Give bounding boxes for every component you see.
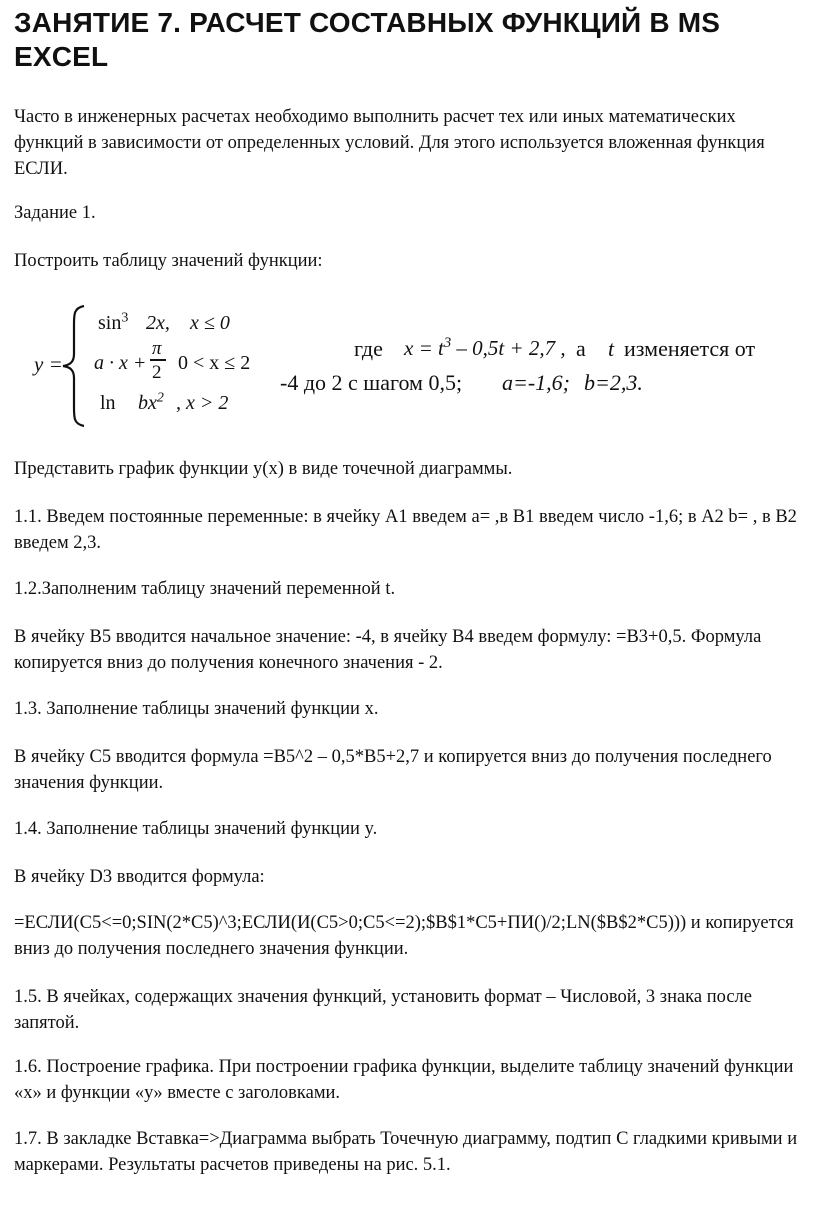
case2-expr: a · x + — [94, 352, 147, 374]
brace-shape — [60, 304, 88, 428]
build-table-paragraph: Построить таблицу значений функции: — [14, 251, 323, 271]
case3-func: ln — [100, 392, 116, 414]
step-1-4-text: В ячейку D3 вводится формула: — [14, 867, 265, 887]
changes-text: изменяется от — [624, 336, 756, 361]
step-1-6: 1.6. Построение графика. При построении графика функции, выделите таблицу значений функции «x» и функции «y» вместе с заголовками. — [14, 1057, 794, 1103]
intro-paragraph: Часто в инженерных расчетах необходимо выполнить расчет тех или иных математических функций в зависимости от определенных условий. Для этого используется вложенная функция ЕСЛИ. — [14, 107, 765, 179]
formula-lhs: y = — [34, 352, 63, 376]
fraction-bar — [150, 359, 166, 361]
step-1-3: 1.3. Заполнение таблицы значений функции x. — [14, 699, 379, 719]
page-title: ЗАНЯТИЕ 7. РАСЧЕТ СОСТАВНЫХ ФУНКЦИЙ В MS EXCEL — [14, 7, 721, 72]
step-1-1: 1.1. Введем постоянные переменные: в ячейку A1 введем a= ,в B1 введем число -1,6; в A2 b= , в B2 введем 2,3. — [14, 507, 797, 553]
case1-condition: x ≤ 0 — [190, 312, 230, 334]
range-text: -4 до 2 с шагом 0,5; — [280, 370, 463, 395]
case3-condition: , x > 2 — [176, 392, 229, 414]
task-heading: Задание 1. — [14, 203, 96, 223]
case1-arg: 2x, — [146, 312, 170, 334]
a-conjunction: а — [576, 336, 586, 361]
step-1-2-text: В ячейку B5 вводится начальное значение: -4, в ячейку B4 введем формулу: =B3+0,5. Формула копируется вниз до получения конечного значения - 2. — [14, 627, 762, 673]
step-1-2: 1.2.Заполненим таблицу значений переменной t. — [14, 579, 396, 599]
step-1-4: 1.4. Заполнение таблицы значений функции y. — [14, 819, 378, 839]
step-1-5: 1.5. В ячейках, содержащих значения функций, установить формат – Числовой, 3 знака после запятой. — [14, 987, 752, 1033]
piecewise-formula — [34, 298, 794, 434]
step-1-4-formula: =ЕСЛИ(C5<=0;SIN(2*C5)^3;ЕСЛИ(И(C5>0;C5<=2);$B$1*C5+ПИ()/2;LN($B$2*C5))) и копируется вниз до получения последнего значения функции. — [14, 913, 794, 959]
case3-arg: $bx^2$ — [138, 390, 164, 414]
t-variable: t — [608, 336, 615, 361]
document-page — [14, 0, 806, 1175]
graph-paragraph: Представить график функции y(x) в виде точечной диаграммы. — [14, 459, 513, 479]
x-definition: $x = t^3 - 0,5t + 2,7$ , — [404, 335, 566, 360]
case2-denominator: 2 — [152, 362, 162, 383]
case1-func: $\sin^3$ — [98, 310, 129, 334]
a-value: a=-1,6; — [502, 370, 570, 395]
case2-condition: 0 < x ≤ 2 — [178, 352, 251, 374]
step-1-3-text: В ячейку C5 вводится формула =B5^2 – 0,5*B5+2,7 и копируется вниз до получения последнего значения функции. — [14, 747, 772, 793]
b-value: b=2,3. — [584, 370, 643, 395]
step-1-7: 1.7. В закладке Вставка=>Диаграмма выбрать Точечную диаграмму, подтип С гладкими кривыми и маркерами. Результаты расчетов приведены на рис. 5.1. — [14, 1129, 798, 1175]
where-word: где — [354, 336, 383, 361]
case2-numerator: π — [152, 338, 162, 359]
